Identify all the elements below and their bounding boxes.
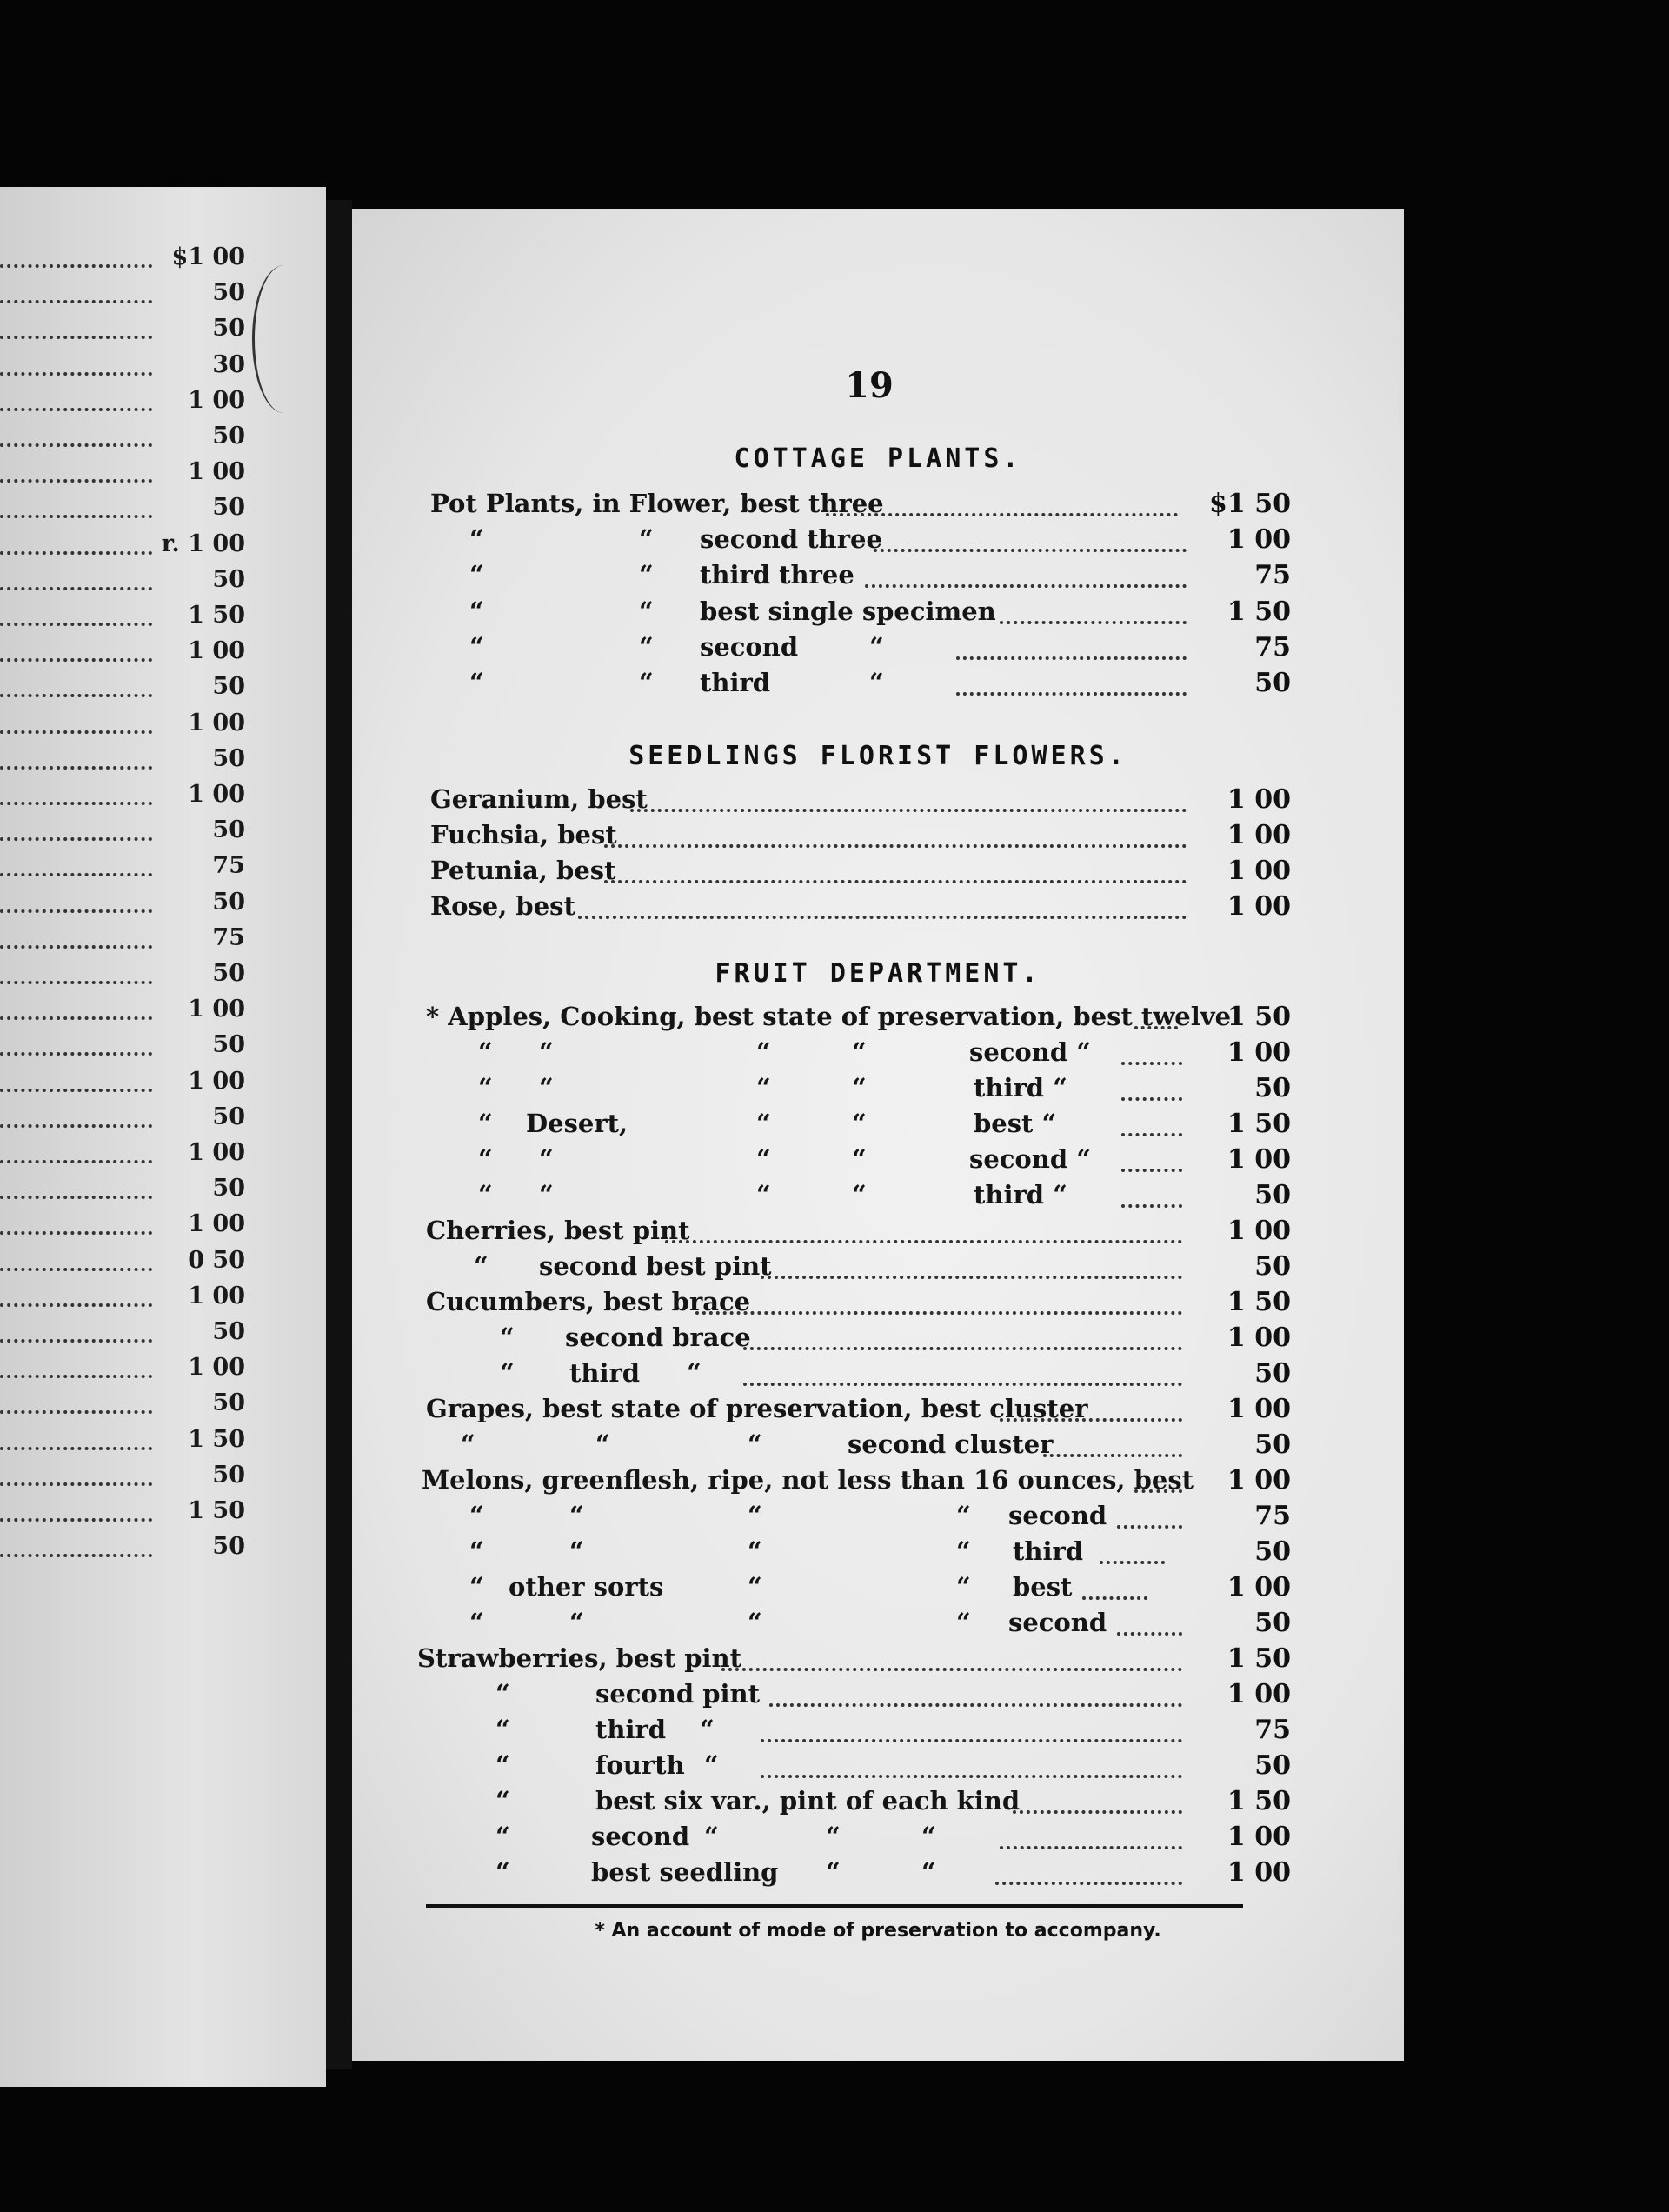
left-page-amount: 1 00 [188, 781, 245, 808]
ditto-mark: “ [687, 1358, 702, 1388]
ditto-mark: “ [956, 1501, 971, 1530]
ditto-mark: “ [500, 1323, 515, 1352]
row-text: Desert, [526, 1109, 628, 1138]
leader-dots [769, 1695, 1182, 1707]
row-text: second pint [595, 1679, 761, 1709]
ditto-mark: “ [852, 1144, 867, 1174]
left-page-amount: 50 [212, 279, 245, 307]
row-amount: 1 50 [1227, 1786, 1291, 1816]
row-amount: 1 00 [1227, 1857, 1291, 1888]
ditto-mark: “ [569, 1501, 584, 1530]
left-page-amount: $1 00 [171, 243, 245, 270]
leader-dots [0, 327, 152, 339]
row-text: second [1008, 1501, 1107, 1530]
ditto-mark: “ [869, 668, 884, 697]
row-text: fourth [595, 1750, 685, 1780]
ditto-mark: “ [495, 1715, 510, 1744]
leader-dots [0, 1223, 152, 1235]
row-amount: 1 00 [1227, 1216, 1291, 1246]
row-text: third three [700, 560, 854, 590]
ditto-mark: “ [704, 1750, 719, 1780]
ditto-mark: “ [639, 632, 654, 662]
ditto-mark: “ [700, 1715, 715, 1744]
left-page-amount: 1 00 [188, 1139, 245, 1166]
left-page-amount: 1 00 [188, 1210, 245, 1238]
row-text: Melons, greenflesh, ripe, not less than 16 ounces, best [422, 1465, 1194, 1495]
leader-dots [0, 1008, 152, 1020]
row-amount: 1 00 [1227, 1679, 1291, 1709]
leader-dots [1000, 1409, 1182, 1422]
leader-dots [1000, 1837, 1182, 1849]
row-amount: 50 [1254, 1180, 1291, 1210]
left-page-amount: 1 00 [188, 709, 245, 736]
left-page-amount: 50 [212, 565, 245, 593]
row-amount: 1 00 [1227, 1572, 1291, 1602]
ditto-mark: “ [748, 1608, 762, 1637]
row-amount: 50 [1254, 1750, 1291, 1781]
ditto-mark: “ [539, 1144, 554, 1174]
row-amount: 50 [1254, 1608, 1291, 1638]
ditto-mark: “ [539, 1037, 554, 1067]
row-amount: 75 [1254, 1715, 1291, 1745]
row-amount: 1 00 [1227, 524, 1291, 555]
ditto-mark: “ [569, 1536, 584, 1566]
leader-dots [630, 800, 1187, 812]
ditto-mark: “ [748, 1572, 762, 1602]
row-text: third [569, 1358, 641, 1388]
row-amount: 1 00 [1227, 891, 1291, 922]
book-spine [326, 200, 352, 2069]
left-page-amount: 1 50 [188, 1497, 245, 1524]
ditto-mark: “ [869, 632, 884, 662]
row-amount: 1 00 [1227, 1037, 1291, 1068]
row-text: second three [700, 524, 882, 554]
left-page-amount: 50 [212, 888, 245, 916]
left-page-amount: 1 50 [188, 1425, 245, 1453]
row-text: second cluster [848, 1429, 1054, 1459]
left-page-amount: 50 [212, 673, 245, 701]
row-text: Rose, best [430, 891, 575, 921]
ditto-mark: “ [956, 1608, 971, 1637]
row-amount: 1 50 [1227, 596, 1291, 627]
leader-dots [0, 864, 152, 876]
leader-dots [0, 901, 152, 913]
leader-dots [0, 1259, 152, 1271]
left-page-amount: 1 00 [188, 458, 245, 486]
leader-dots [0, 1187, 152, 1199]
row-text: Pot Plants, in Flower, best three [430, 489, 884, 518]
ditto-mark: “ [469, 596, 484, 626]
left-page-amount: 50 [212, 494, 245, 522]
row-amount: 1 00 [1227, 1465, 1291, 1496]
row-text: Strawberries, best pint [417, 1643, 741, 1673]
left-page-amount: 50 [212, 1533, 245, 1561]
footnote: * An account of mode of preservation to accompany. [595, 1920, 1161, 1942]
row-amount: 50 [1254, 1073, 1291, 1103]
left-page-amount: 50 [212, 816, 245, 844]
row-text: best seedling [591, 1857, 779, 1887]
row-text: third “ [974, 1180, 1067, 1209]
row-amount: 50 [1254, 1536, 1291, 1567]
leader-dots [826, 504, 1178, 516]
leader-dots [665, 1231, 1182, 1243]
ditto-mark: “ [852, 1037, 867, 1067]
leader-dots [0, 829, 152, 841]
leader-dots [743, 1374, 1182, 1386]
left-page-amount: 50 [212, 1031, 245, 1059]
ditto-mark: “ [639, 524, 654, 554]
ditto-mark: “ [639, 596, 654, 626]
heading-fruit-department: FRUIT DEPARTMENT. [715, 958, 1041, 989]
ditto-mark: “ [469, 1572, 484, 1602]
leader-dots [0, 1080, 152, 1092]
left-page-amount: 1 00 [188, 637, 245, 665]
ditto-mark: “ [478, 1109, 493, 1138]
leader-dots [761, 1730, 1182, 1742]
leader-dots [0, 1402, 152, 1414]
ditto-mark: “ [956, 1536, 971, 1566]
leader-dots [956, 648, 1187, 660]
left-page-amount: 50 [212, 1318, 245, 1345]
ditto-mark: “ [478, 1144, 493, 1174]
leader-dots [0, 506, 152, 518]
ditto-mark: “ [956, 1572, 971, 1602]
leader-dots [0, 1043, 152, 1056]
row-amount: $1 50 [1209, 489, 1291, 519]
leader-dots [874, 540, 1187, 552]
left-page-amount: 50 [212, 423, 245, 450]
leader-dots [0, 435, 152, 447]
leader-dots [0, 1545, 152, 1557]
leader-dots [0, 936, 152, 949]
left-page-amount: 50 [212, 960, 245, 987]
left-page-amount: 1 50 [188, 602, 245, 629]
leader-dots [956, 683, 1187, 696]
ditto-mark: “ [469, 560, 484, 590]
heading-seedlings-florist-flowers: SEEDLINGS FLORIST FLOWERS. [628, 741, 1127, 771]
row-text: third [700, 668, 771, 697]
ditto-mark: “ [569, 1608, 584, 1637]
left-page-amount: 30 [212, 350, 245, 378]
left-page-amount: 75 [212, 852, 245, 880]
ditto-mark: “ [495, 1679, 510, 1709]
row-amount: 50 [1254, 1251, 1291, 1282]
leader-dots [604, 871, 1187, 883]
leader-dots [721, 1659, 1182, 1671]
leader-dots [0, 614, 152, 626]
leader-dots [0, 363, 152, 376]
leader-dots [1100, 1552, 1165, 1564]
ditto-mark: “ [748, 1501, 762, 1530]
row-text: Cucumbers, best brace [426, 1287, 751, 1316]
leader-dots [0, 543, 152, 555]
row-amount: 1 00 [1227, 820, 1291, 850]
ditto-mark: “ [826, 1857, 841, 1887]
ditto-mark: “ [478, 1037, 493, 1067]
row-text: best single specimen [700, 596, 996, 626]
row-amount: 50 [1254, 1358, 1291, 1389]
leader-dots [0, 1295, 152, 1307]
ditto-mark: “ [469, 524, 484, 554]
row-text: second [700, 632, 799, 662]
ditto-mark: “ [852, 1109, 867, 1138]
row-amount: 1 50 [1227, 1287, 1291, 1317]
row-text: second “ [969, 1037, 1091, 1067]
row-text: Geranium, best [430, 784, 648, 814]
ditto-mark: “ [756, 1073, 771, 1103]
row-amount: 1 00 [1227, 1822, 1291, 1852]
ditto-mark: “ [921, 1857, 936, 1887]
leader-dots [0, 1366, 152, 1378]
leader-dots [0, 1438, 152, 1450]
leader-dots [578, 907, 1187, 919]
leader-dots [0, 1509, 152, 1522]
ditto-mark: “ [478, 1180, 493, 1209]
page-number: 19 [845, 365, 894, 406]
ditto-mark: “ [921, 1822, 936, 1851]
ditto-mark: “ [756, 1180, 771, 1209]
leader-dots [0, 685, 152, 697]
row-amount: 1 00 [1227, 1394, 1291, 1424]
leader-dots [743, 1338, 1182, 1350]
leader-dots [0, 722, 152, 734]
row-text: second “ [969, 1144, 1091, 1174]
row-amount: 1 00 [1227, 1144, 1291, 1175]
row-text: Grapes, best state of preservation, best cluster [426, 1394, 1088, 1423]
leader-dots [0, 650, 152, 662]
ditto-mark: “ [474, 1251, 489, 1281]
leader-dots [0, 1330, 152, 1343]
left-page-amount: 1 00 [188, 1282, 245, 1309]
leader-dots [0, 793, 152, 805]
ditto-mark: “ [704, 1822, 719, 1851]
left-page-amount: 50 [212, 1389, 245, 1417]
row-text: second best pint [539, 1251, 772, 1281]
ditto-mark: “ [478, 1073, 493, 1103]
leader-dots [0, 470, 152, 483]
leader-dots [0, 256, 152, 268]
row-amount: 75 [1254, 560, 1291, 590]
leader-dots [0, 1116, 152, 1128]
row-text: second [1008, 1608, 1107, 1637]
row-text: Petunia, best [430, 856, 616, 885]
row-text: Cherries, best pint [426, 1216, 690, 1245]
left-page-amount: 50 [212, 1461, 245, 1489]
row-text: third [595, 1715, 667, 1744]
footnote-rule [426, 1904, 1243, 1908]
leader-dots [995, 1873, 1182, 1885]
ditto-mark: “ [495, 1786, 510, 1816]
row-amount: 1 00 [1227, 1323, 1291, 1353]
ditto-mark: “ [748, 1536, 762, 1566]
leader-dots [865, 576, 1187, 588]
ditto-mark: “ [469, 1501, 484, 1530]
ditto-mark: “ [756, 1109, 771, 1138]
leader-dots [0, 1474, 152, 1486]
leader-dots [1000, 612, 1187, 624]
ditto-mark: “ [461, 1429, 475, 1459]
row-amount: 1 50 [1227, 1109, 1291, 1139]
left-page-amount: 50 [212, 1175, 245, 1203]
ditto-mark: “ [639, 560, 654, 590]
ditto-mark: “ [595, 1429, 610, 1459]
row-amount: 50 [1254, 1429, 1291, 1460]
left-page-amount: 0 50 [188, 1246, 245, 1274]
ditto-mark: “ [852, 1073, 867, 1103]
right-page [352, 209, 1404, 2061]
row-text: other sorts [509, 1572, 664, 1602]
ditto-mark: “ [495, 1822, 510, 1851]
ditto-mark: “ [469, 668, 484, 697]
leader-dots [1082, 1588, 1147, 1600]
ditto-mark: “ [756, 1144, 771, 1174]
ditto-mark: “ [639, 668, 654, 697]
ditto-mark: “ [500, 1358, 515, 1388]
row-text: third “ [974, 1073, 1067, 1103]
leader-dots [604, 836, 1187, 848]
row-amount: 75 [1254, 632, 1291, 663]
leader-dots [1043, 1445, 1182, 1457]
ditto-mark: “ [539, 1073, 554, 1103]
row-amount: 1 50 [1227, 1002, 1291, 1032]
left-page-amount: 1 00 [188, 996, 245, 1023]
row-text: best six var., pint of each kind [595, 1786, 1021, 1816]
left-page-amount: 50 [212, 1103, 245, 1130]
row-amount: 1 50 [1227, 1643, 1291, 1674]
leader-dots [0, 1151, 152, 1163]
row-text: * Apples, Cooking, best state of preservation, best twelve [426, 1002, 1232, 1031]
ditto-mark: “ [469, 1608, 484, 1637]
left-page-amount: 75 [212, 923, 245, 951]
ditto-mark: “ [469, 632, 484, 662]
leader-dots [761, 1766, 1182, 1778]
leader-dots [761, 1267, 1182, 1279]
pencil-mark [252, 265, 316, 413]
leader-dots [0, 972, 152, 984]
ditto-mark: “ [748, 1429, 762, 1459]
row-text: second [591, 1822, 690, 1851]
row-amount: 50 [1254, 668, 1291, 698]
row-amount: 75 [1254, 1501, 1291, 1531]
left-page [0, 187, 326, 2087]
row-text: best “ [974, 1109, 1057, 1138]
left-page-amount: r. 1 00 [161, 530, 245, 557]
leader-dots [0, 757, 152, 770]
leader-dots [0, 578, 152, 590]
left-page-amount: 50 [212, 315, 245, 343]
row-amount: 1 00 [1227, 856, 1291, 886]
heading-cottage-plants: COTTAGE PLANTS. [734, 443, 1022, 474]
leader-dots [0, 399, 152, 411]
leader-dots [695, 1303, 1182, 1315]
leader-dots [1013, 1802, 1182, 1814]
ditto-mark: “ [539, 1180, 554, 1209]
left-page-amount: 1 00 [188, 1354, 245, 1382]
row-text: third [1013, 1536, 1084, 1566]
row-amount: 1 00 [1227, 784, 1291, 815]
row-text: Fuchsia, best [430, 820, 617, 849]
ditto-mark: “ [469, 1536, 484, 1566]
ditto-mark: “ [495, 1750, 510, 1780]
ditto-mark: “ [852, 1180, 867, 1209]
row-text: second brace [565, 1323, 751, 1352]
left-page-amount: 50 [212, 744, 245, 772]
ditto-mark: “ [495, 1857, 510, 1887]
leader-dots [0, 291, 152, 303]
row-text: best [1013, 1572, 1073, 1602]
left-page-amount: 1 00 [188, 1067, 245, 1095]
ditto-mark: “ [756, 1037, 771, 1067]
left-page-amount: 1 00 [188, 386, 245, 414]
ditto-mark: “ [826, 1822, 841, 1851]
